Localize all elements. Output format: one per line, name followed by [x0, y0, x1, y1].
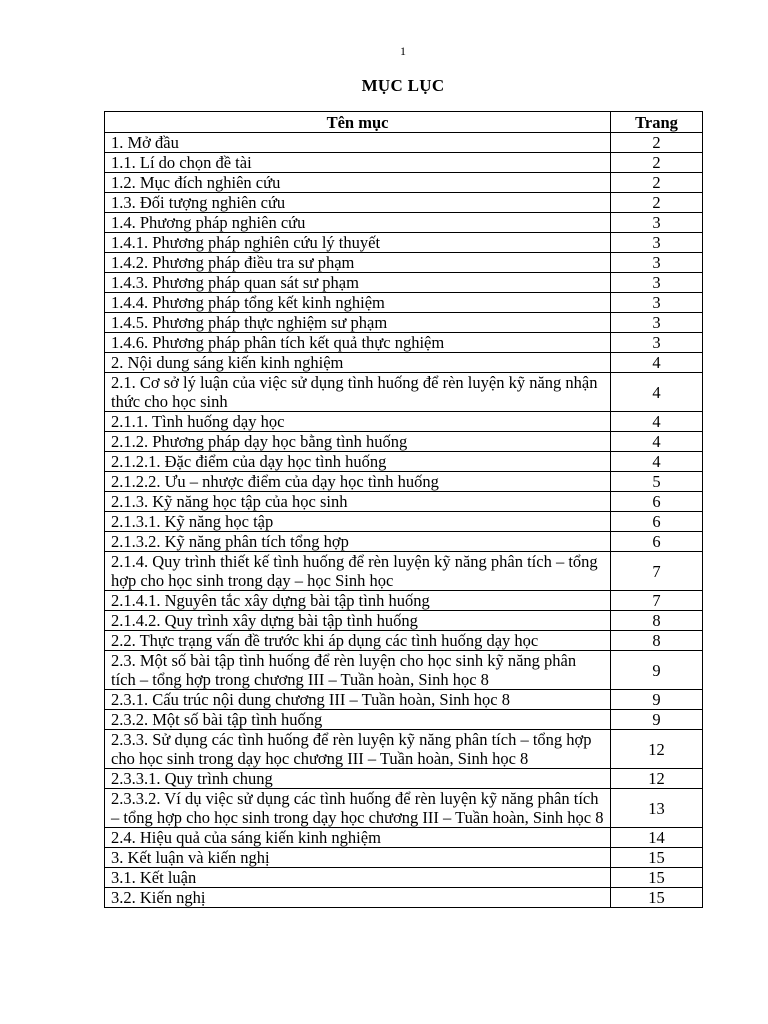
- table-row: [105, 532, 703, 552]
- entry-name: 1.2. Mục đích nghiên cứu: [105, 173, 611, 193]
- table-row: [105, 353, 703, 373]
- entry-page: 2: [611, 153, 703, 173]
- toc-header-row: [105, 112, 703, 133]
- page-number: 1: [400, 44, 406, 58]
- entry-name: 2.1.4. Quy trình thiết kế tình huống để rèn luyện kỹ năng phân tích – tổng hợp cho học sinh trong dạy – học Sinh học: [105, 552, 611, 591]
- table-row: [105, 690, 703, 710]
- entry-name: 1.4.6. Phương pháp phân tích kết quả thực nghiệm: [105, 333, 611, 353]
- entry-page: 4: [611, 353, 703, 373]
- entry-page: 4: [611, 412, 703, 432]
- entry-name: 2.1. Cơ sở lý luận của việc sử dụng tình huống để rèn luyện kỹ năng nhận thức cho học sinh: [105, 373, 611, 412]
- table-row: [105, 213, 703, 233]
- entry-page: 6: [611, 532, 703, 552]
- entry-name: 2.1.2.1. Đặc điểm của dạy học tình huống: [105, 452, 611, 472]
- entry-page: 15: [611, 888, 703, 908]
- table-row: [105, 253, 703, 273]
- table-row: [105, 412, 703, 432]
- entry-name: 2.1.3.2. Kỹ năng phân tích tổng hợp: [105, 532, 611, 552]
- entry-name: 3.1. Kết luận: [105, 868, 611, 888]
- entry-page: 2: [611, 173, 703, 193]
- table-row: [105, 512, 703, 532]
- table-row: [105, 452, 703, 472]
- entry-page: 5: [611, 472, 703, 492]
- table-row: [105, 730, 703, 769]
- entry-page: 7: [611, 552, 703, 591]
- entry-name: 3. Kết luận và kiến nghị: [105, 848, 611, 868]
- entry-page: 6: [611, 492, 703, 512]
- entry-page: 3: [611, 333, 703, 353]
- entry-page: 2: [611, 133, 703, 153]
- entry-name: 1.1. Lí do chọn đề tài: [105, 153, 611, 173]
- table-row: [105, 173, 703, 193]
- entry-page: 15: [611, 868, 703, 888]
- table-row: [105, 888, 703, 908]
- entry-page: 15: [611, 848, 703, 868]
- entry-name: 2.2. Thực trạng vấn đề trước khi áp dụng các tình huống dạy học: [105, 631, 611, 651]
- entry-page: 12: [611, 730, 703, 769]
- entry-name: 1.4.2. Phương pháp điều tra sư phạm: [105, 253, 611, 273]
- entry-page: 7: [611, 591, 703, 611]
- entry-page: 9: [611, 710, 703, 730]
- table-row: [105, 313, 703, 333]
- entry-page: 3: [611, 253, 703, 273]
- column-header-name: Tên mục: [105, 112, 611, 133]
- entry-name: 2.1.4.2. Quy trình xây dựng bài tập tình huống: [105, 611, 611, 631]
- entry-page: 3: [611, 313, 703, 333]
- table-row: [105, 153, 703, 173]
- entry-page: 4: [611, 452, 703, 472]
- table-row: [105, 789, 703, 828]
- entry-name: 2.1.3.1. Kỹ năng học tập: [105, 512, 611, 532]
- column-header-page: Trang: [611, 112, 703, 133]
- entry-name: 2.3.3.1. Quy trình chung: [105, 769, 611, 789]
- toc-table: [104, 111, 703, 908]
- entry-name: 1.4. Phương pháp nghiên cứu: [105, 213, 611, 233]
- table-row: [105, 769, 703, 789]
- entry-page: 2: [611, 193, 703, 213]
- table-row: [105, 432, 703, 452]
- table-row: [105, 552, 703, 591]
- entry-name: 2.1.2.2. Ưu – nhược điểm của dạy học tình huống: [105, 472, 611, 492]
- entry-name: 3.2. Kiến nghị: [105, 888, 611, 908]
- entry-name: 1.4.4. Phương pháp tổng kết kinh nghiệm: [105, 293, 611, 313]
- table-row: [105, 293, 703, 313]
- table-row: [105, 591, 703, 611]
- table-row: [105, 273, 703, 293]
- entry-page: 14: [611, 828, 703, 848]
- entry-name: 2.1.3. Kỹ năng học tập của học sinh: [105, 492, 611, 512]
- entry-name: 2.4. Hiệu quả của sáng kiến kinh nghiệm: [105, 828, 611, 848]
- entry-page: 8: [611, 611, 703, 631]
- entry-name: 1.3. Đối tượng nghiên cứu: [105, 193, 611, 213]
- entry-page: 12: [611, 769, 703, 789]
- entry-page: 3: [611, 293, 703, 313]
- entry-page: 13: [611, 789, 703, 828]
- entry-name: 1.4.3. Phương pháp quan sát sư phạm: [105, 273, 611, 293]
- table-row: [105, 651, 703, 690]
- entry-page: 4: [611, 432, 703, 452]
- entry-name: 2.1.2. Phương pháp dạy học bằng tình huống: [105, 432, 611, 452]
- entry-name: 1. Mở đầu: [105, 133, 611, 153]
- table-row: [105, 133, 703, 153]
- entry-name: 2.3.3.2. Ví dụ việc sử dụng các tình huống để rèn luyện kỹ năng phân tích – tổng hợp cho học sinh trong dạy học chương III – Tuần hoàn, Sinh học 8: [105, 789, 611, 828]
- table-row: [105, 868, 703, 888]
- entry-page: 8: [611, 631, 703, 651]
- table-row: [105, 193, 703, 213]
- entry-name: 2.3. Một số bài tập tình huống để rèn luyện cho học sinh kỹ năng phân tích – tổng hợp trong chương III – Tuần hoàn, Sinh học 8: [105, 651, 611, 690]
- entry-name: 2.3.1. Cấu trúc nội dung chương III – Tuần hoàn, Sinh học 8: [105, 690, 611, 710]
- table-row: [105, 492, 703, 512]
- page-title: MỤC LỤC: [361, 76, 445, 95]
- entry-page: 4: [611, 373, 703, 412]
- entry-page: 6: [611, 512, 703, 532]
- entry-name: 2.3.2. Một số bài tập tình huống: [105, 710, 611, 730]
- entry-name: 2.3.3. Sử dụng các tình huống để rèn luyện kỹ năng phân tích – tổng hợp cho học sinh trong dạy học chương III – Tuần hoàn, Sinh học 8: [105, 730, 611, 769]
- table-row: [105, 611, 703, 631]
- entry-page: 3: [611, 233, 703, 253]
- table-row: [105, 333, 703, 353]
- entry-name: 1.4.1. Phương pháp nghiên cứu lý thuyết: [105, 233, 611, 253]
- entry-name: 2.1.1. Tình huống dạy học: [105, 412, 611, 432]
- entry-name: 2. Nội dung sáng kiến kinh nghiệm: [105, 353, 611, 373]
- table-row: [105, 848, 703, 868]
- table-row: [105, 373, 703, 412]
- entry-page: 3: [611, 273, 703, 293]
- table-row: [105, 631, 703, 651]
- entry-page: 9: [611, 651, 703, 690]
- table-row: [105, 233, 703, 253]
- table-row: [105, 828, 703, 848]
- entry-page: 9: [611, 690, 703, 710]
- entry-name: 1.4.5. Phương pháp thực nghiệm sư phạm: [105, 313, 611, 333]
- entry-name: 2.1.4.1. Nguyên tắc xây dựng bài tập tình huống: [105, 591, 611, 611]
- entry-page: 3: [611, 213, 703, 233]
- table-row: [105, 710, 703, 730]
- table-row: [105, 472, 703, 492]
